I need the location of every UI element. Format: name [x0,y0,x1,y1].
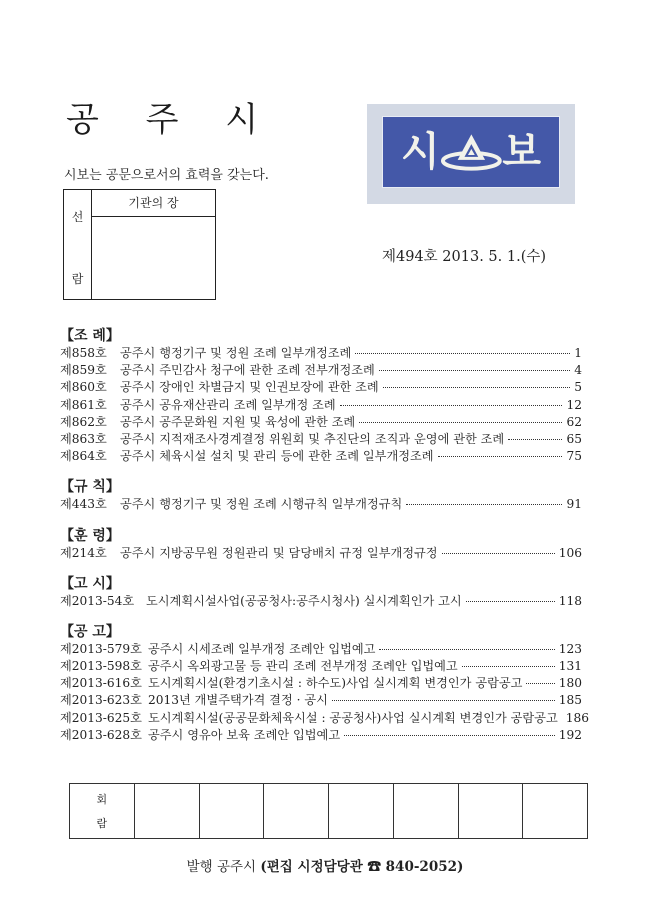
phone-icon: ☎ [367,859,381,875]
circulation-label [70,784,135,838]
circulation-table [69,783,588,839]
toc-entry[interactable] [60,414,582,431]
entry-number: 제214호 [60,545,107,560]
toc-entry[interactable] [60,431,582,448]
legal-effect-notice: 시보는 공문으로서의 효력을 갖는다. [64,168,269,183]
review-side-bottom: 람 [71,272,84,286]
entry-number: 제2013-598호 [60,659,142,674]
dot-leader [383,387,571,388]
phone-number: 840-2052) [380,859,464,875]
entry-title: 공주시 지방공무원 정원관리 및 담당배치 규정 일부개정규정 [120,545,438,560]
entry-page: 106 [558,545,582,560]
entry-title: 공주시 행정기구 및 정원 조례 일부개정조례 [120,346,352,360]
toc-entry[interactable] [60,397,582,414]
entry-number: 제860호 [60,380,107,395]
section-title: 【훈 령】 [60,527,120,544]
entry-title: 도시계획시설(공공문화체육시설 : 공공청사)사업 실시계획 변경인가 공람공고 [148,710,558,725]
entry-number: 제2013-625호 [60,710,142,725]
logo-char-bo: 보 [502,129,541,175]
editor-label: (편집 시정담당관 [260,859,368,875]
entry-title: 도시계획시설사업(공공청사:공주시청사) 실시계획인가 고시 [146,593,462,608]
circulation-sign-cell [523,784,587,838]
dot-leader [379,370,570,371]
entry-page: 186 [565,710,589,725]
entry-page: 75 [566,449,582,464]
entry-page: 118 [558,593,582,608]
entry-number: 제2013-616호 [60,676,142,691]
section-title: 【공 고】 [60,623,120,640]
toc-entry[interactable] [60,545,582,562]
dot-leader [462,666,555,667]
circulation-sign-cell [329,784,394,838]
entry-page: 192 [558,727,582,742]
publisher-label: 발행 공주시 [186,859,261,875]
entry-page: 62 [566,414,582,429]
toc-entry[interactable] [60,379,582,396]
entry-page: 4 [574,363,582,378]
dot-leader [526,683,554,684]
entry-number: 제2013-579호 [60,641,142,656]
entry-page: 5 [574,380,582,395]
toc-entry[interactable] [60,593,582,610]
dot-leader [442,553,555,554]
section-rules [60,479,582,513]
circulation-sign-cell [200,784,265,838]
section-notifications [60,576,582,610]
entry-number: 제863호 [60,431,107,446]
circulation-sign-cell [394,784,459,838]
entry-page: 91 [566,497,582,512]
city-title: 공 주 시 [66,100,277,140]
entry-number: 제858호 [60,346,107,360]
logo-panel [382,116,560,188]
dot-leader [332,700,555,701]
gongju-emblem-icon [440,130,503,174]
entry-title: 공주시 시세조례 일부개정 조례안 입법예고 [148,641,376,656]
section-announcements [60,623,589,744]
entry-number: 제2013-54호 [60,593,135,608]
review-side-label [64,190,92,299]
toc-entry[interactable] [60,362,582,379]
dot-leader [406,504,562,505]
issue-number-date: 제494호 2013. 5. 1.(수) [382,249,547,265]
entry-number: 제443호 [60,497,107,512]
dot-leader [340,405,563,406]
entry-number: 제2013-628호 [60,727,142,742]
dot-leader [466,601,555,602]
toc-entry[interactable] [60,692,582,709]
entry-title: 공주시 옥외광고물 등 관리 조례 전부개정 조례안 입법예고 [148,659,458,674]
section-title: 【고 시】 [60,575,120,592]
dot-leader [508,439,562,440]
entry-page: 185 [558,693,582,708]
entry-page: 65 [566,431,582,446]
entry-number: 제859호 [60,363,107,378]
circulation-sign-cell [135,784,200,838]
dot-leader [359,422,562,423]
entry-title: 공주시 영유아 보육 조례안 입법예고 [148,727,341,742]
dot-leader [438,456,563,457]
logo-char-si: 시 [401,129,440,175]
table-of-contents [60,328,589,758]
entry-page: 1 [574,346,582,360]
entry-title: 공주시 체육시설 설치 및 관리 등에 관한 조례 일부개정조례 [120,449,434,464]
toc-entry[interactable] [60,496,582,513]
section-ordinances [60,328,582,465]
entry-title: 공주시 주민감사 청구에 관한 조례 전부개정조례 [120,363,375,378]
section-title: 【조 례】 [60,328,120,344]
review-box [63,189,216,300]
entry-number: 제861호 [60,397,107,412]
toc-entry[interactable] [60,710,589,727]
section-directives [60,528,582,562]
toc-entry[interactable] [60,675,582,692]
entry-title: 2013년 개별주택가격 결정 · 공시 [148,693,328,708]
entry-title: 공주시 지적재조사경계결정 위원회 및 추진단의 조직과 운영에 관한 조례 [120,431,505,446]
toc-entry[interactable] [60,345,582,362]
entry-title: 공주시 공유재산관리 조례 일부개정 조례 [120,397,336,412]
toc-entry[interactable] [60,448,582,465]
sibo-logo [367,104,575,204]
entry-page: 180 [558,676,582,691]
review-header: 기관의 장 [92,190,215,217]
dot-leader [379,649,554,650]
entry-title: 공주시 공주문화원 지원 및 육성에 관한 조례 [120,414,356,429]
entry-title: 공주시 장애인 차별금지 및 인권보장에 관한 조례 [120,380,379,395]
toc-entry[interactable] [60,658,582,675]
dot-leader [344,735,555,736]
entry-number: 제862호 [60,414,107,429]
toc-entry[interactable] [60,641,582,658]
toc-entry[interactable] [60,727,582,744]
entry-number: 제864호 [60,449,107,464]
entry-page: 131 [558,659,582,674]
publisher-footer [0,855,650,875]
entry-title: 공주시 행정기구 및 정원 조례 시행규칙 일부개정규칙 [120,497,403,512]
circulation-label-bottom: 람 [96,817,108,830]
entry-page: 123 [558,641,582,656]
circulation-sign-cell [264,784,329,838]
circulation-label-top: 회 [96,793,108,806]
review-side-top: 선 [71,210,84,224]
section-title: 【규 칙】 [60,479,120,496]
entry-number: 제2013-623호 [60,693,142,708]
circulation-sign-cell [459,784,524,838]
entry-title: 도시계획시설(환경기초시설 : 하수도)사업 실시계획 변경인가 공람공고 [148,676,523,691]
entry-page: 12 [566,397,582,412]
dot-leader [355,353,570,354]
